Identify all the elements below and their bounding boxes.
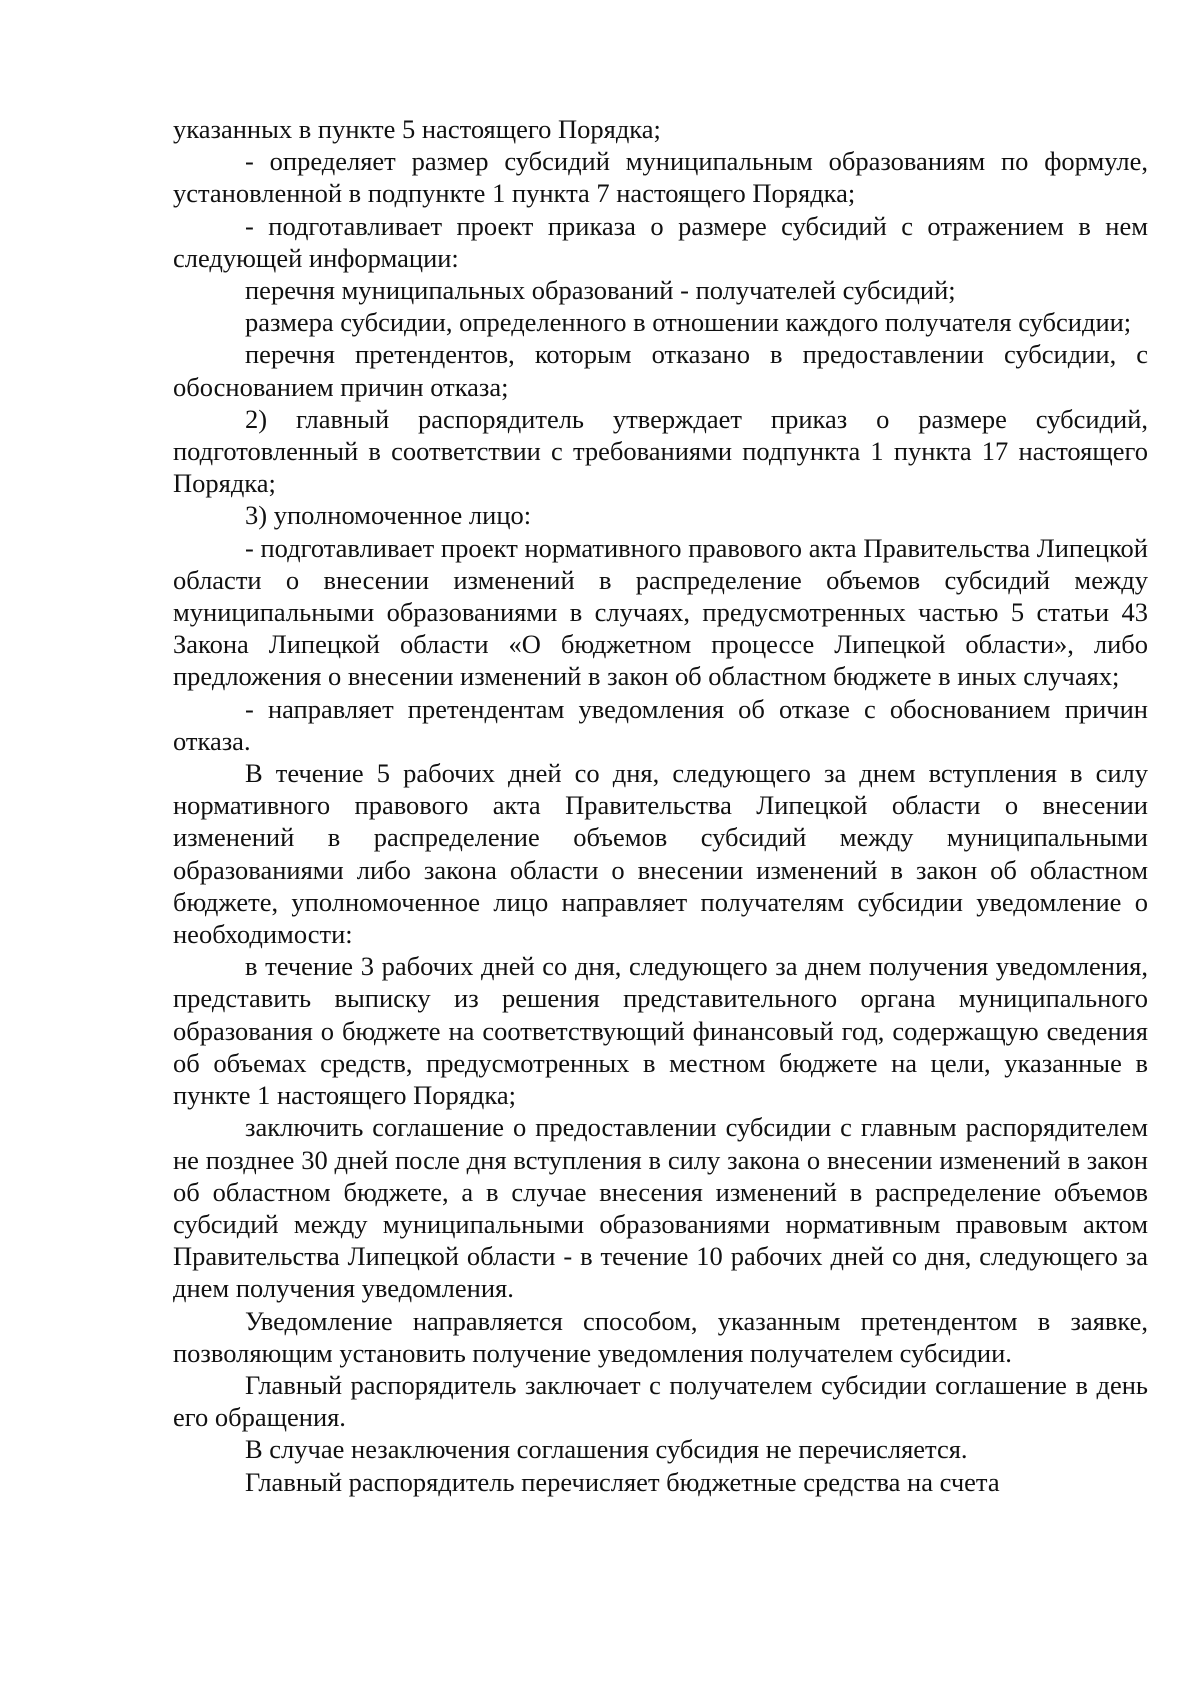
paragraph-13: заключить соглашение о предоставлении субсидии с главным распорядителем не позднее 30 дней после дня вступления в силу закона о внесении изменений в закон об областном бюджете, а в случае внесения изменений в распределение объемов субсидий между муниципальными образованиями нормативным правовым актом Правительства Липецкой области - в течение 10 рабочих дней со дня, следующего за днем получения уведомления. [173, 1112, 1148, 1304]
paragraph-2: - определяет размер субсидий муниципальным образованиям по формуле, установленной в подпункте 1 пункта 7 настоящего Порядка; [173, 146, 1148, 209]
paragraph-11: В течение 5 рабочих дней со дня, следующего за днем вступления в силу нормативного правового акта Правительства Липецкой области о внесении изменений в распределение объемов субсидий между муниципальными образованиями либо закона области о внесении изменений в закон об областном бюджете, уполномоченное лицо направляет получателям субсидии уведомление о необходимости: [173, 758, 1148, 950]
paragraph-10: - направляет претендентам уведомления об отказе с обоснованием причин отказа. [173, 693, 1148, 756]
paragraph-8: 3) уполномоченное лицо: [245, 500, 532, 531]
paragraph-12: в течение 3 рабочих дней со дня, следующего за днем получения уведомления, представить выписку из решения представительного органа муниципального образования о бюджете на соответствующий финансовый год, содержащую сведения об объемах средств, предусмотренных в местном бюджете на цели, указанные в пункте 1 настоящего Порядка; [173, 951, 1148, 1111]
paragraph-1: указанных в пункте 5 настоящего Порядка; [173, 114, 661, 144]
paragraph-17: Главный распорядитель перечисляет бюджетные средства на счета [245, 1466, 1000, 1497]
paragraph-7: 2) главный распорядитель утверждает приказ о размере субсидий, подготовленный в соответствии с требованиями подпункта 1 пункта 17 настоящего Порядка; [173, 403, 1148, 499]
paragraph-6: перечня претендентов, которым отказано в предоставлении субсидии, с обоснованием причин отказа; [173, 339, 1148, 402]
paragraph-3: - подготавливает проект приказа о размере субсидий с отражением в нем следующей информации: [173, 210, 1148, 273]
paragraph-9: - подготавливает проект нормативного правового акта Правительства Липецкой области о внесении изменений в распределение объемов субсидий между муниципальными образованиями в случаях, предусмотренных частью 5 статьи 43 Закона Липецкой области «О бюджетном процессе Липецкой области», либо предложения о внесении изменений в закон об областном бюджете в иных случаях; [173, 532, 1148, 692]
paragraph-5: размера субсидии, определенного в отношении каждого получателя субсидии; [245, 307, 1132, 338]
paragraph-4: перечня муниципальных образований - получателей субсидий; [245, 275, 956, 306]
paragraph-16: В случае незаключения соглашения субсидия не перечисляется. [245, 1434, 968, 1465]
paragraph-14: Уведомление направляется способом, указанным претендентом в заявке, позволяющим установить получение уведомления получателем субсидии. [173, 1305, 1148, 1368]
paragraph-15: Главный распорядитель заключает с получателем субсидии соглашение в день его обращения. [173, 1369, 1148, 1433]
document-body [173, 113, 1148, 1498]
